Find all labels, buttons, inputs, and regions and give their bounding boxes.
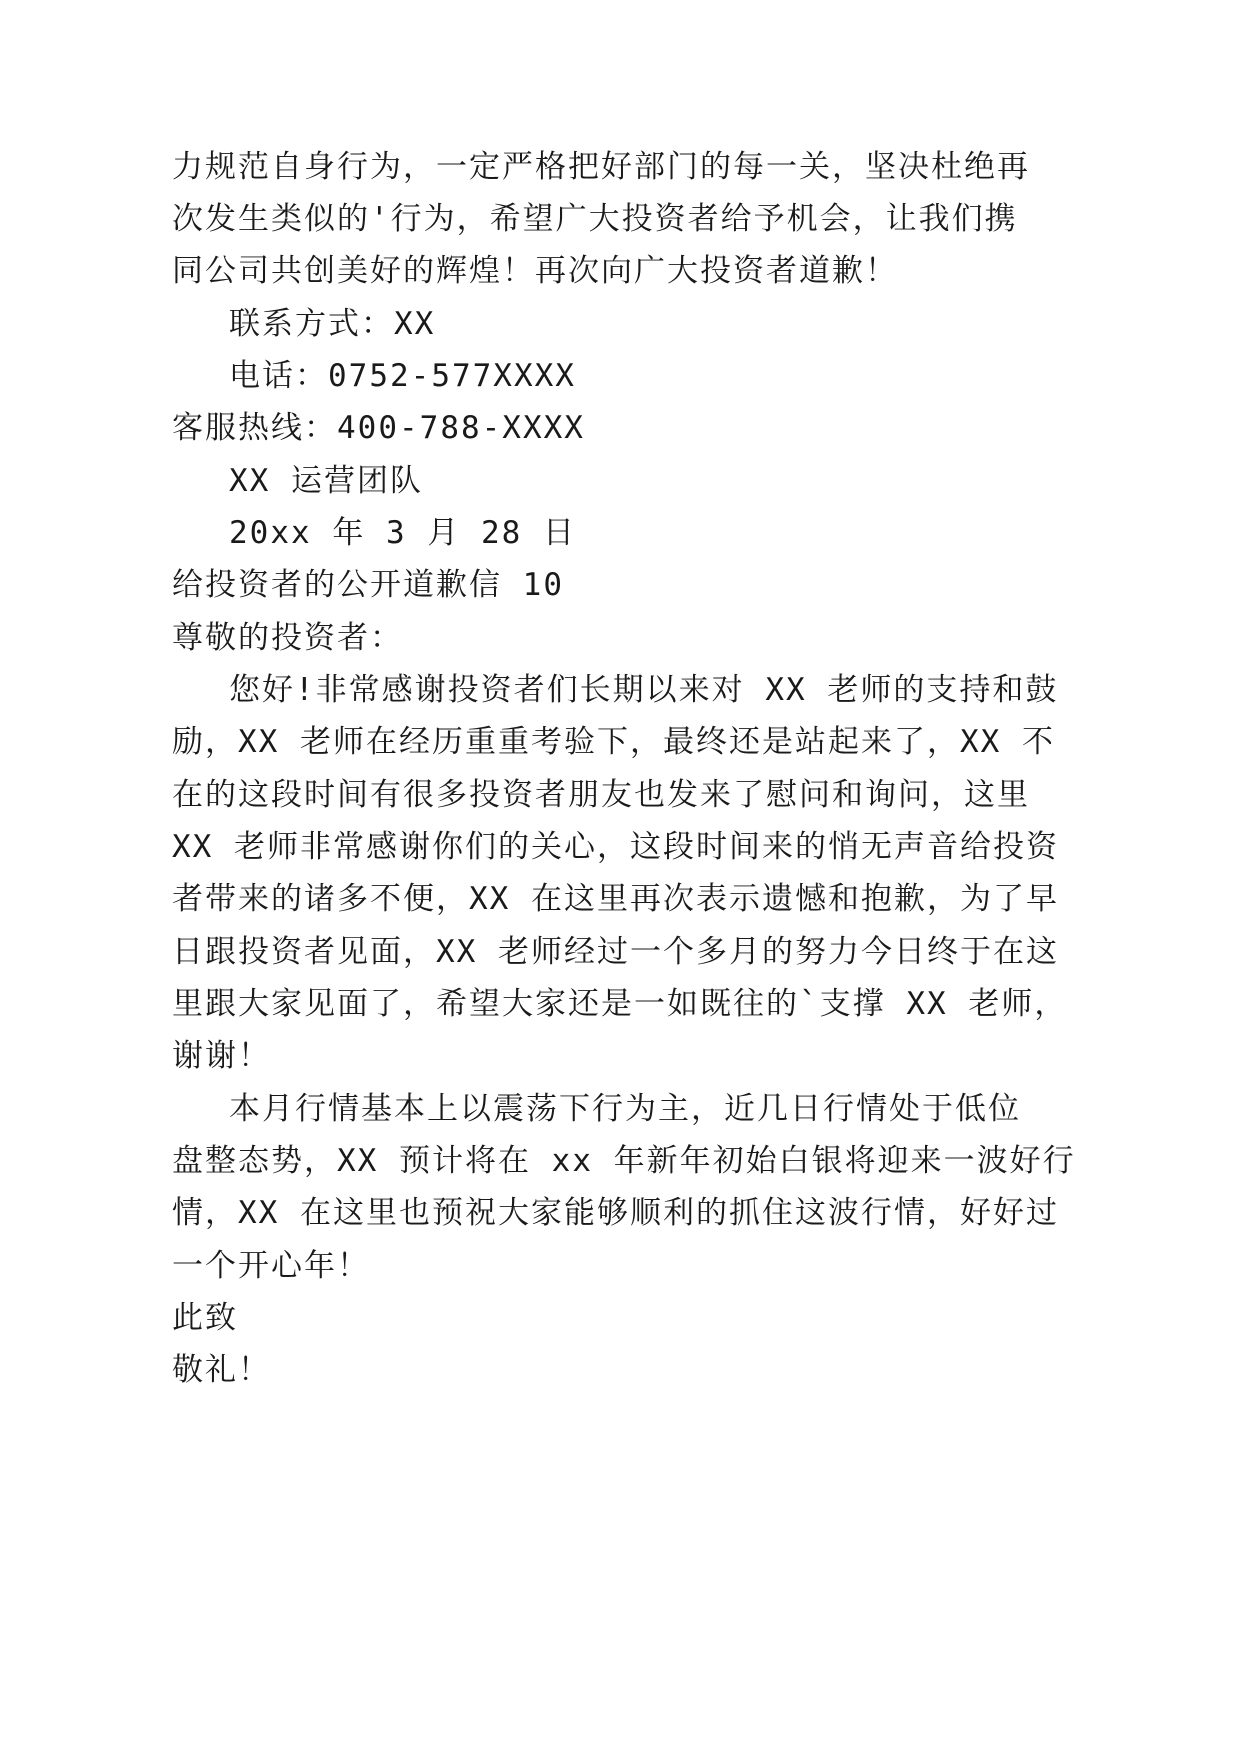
hotline-number: 客服热线：400-788-XXXX <box>172 410 585 446</box>
body-line: 里跟大家见面了，希望大家还是一如既往的`支撑 XX 老师， <box>172 986 1068 1022</box>
body-line: 谢谢！ <box>172 1038 271 1074</box>
body-line: 在的这段时间有很多投资者朋友也发来了慰问和询问，这里 <box>172 777 1030 813</box>
body-line: 您好!非常感谢投资者们长期以来对 XX 老师的支持和鼓 <box>229 672 1059 708</box>
body-line: XX 老师非常感谢你们的关心，这段时间来的悄无声音给投资 <box>172 829 1059 865</box>
body-line: 本月行情基本上以震荡下行为主，近几日行情处于低位 <box>229 1091 1021 1127</box>
body-line: 者带来的诸多不便，XX 在这里再次表示遗憾和抱歉，为了早 <box>172 881 1059 917</box>
body-line: 盘整态势，XX 预计将在 xx 年新年初始白银将迎来一波好行 <box>172 1143 1076 1179</box>
letter-date: 20xx 年 3 月 28 日 <box>229 515 576 551</box>
body-line: 次发生类似的'行为，希望广大投资者给予机会，让我们携 <box>172 201 1018 237</box>
body-line: 力规范自身行为，一定严格把好部门的每一关，坚决杜绝再 <box>172 149 1030 185</box>
letter-title: 给投资者的公开道歉信 10 <box>172 567 564 603</box>
team-signature: XX 运营团队 <box>229 463 423 499</box>
body-line: 一个开心年！ <box>172 1248 370 1284</box>
closing-regards: 敬礼！ <box>172 1352 271 1388</box>
body-line: 同公司共创美好的辉煌！再次向广大投资者道歉！ <box>172 253 898 289</box>
contact-method: 联系方式：XX <box>229 306 436 342</box>
phone-number: 电话：0752-577XXXX <box>229 358 576 394</box>
salutation: 尊敬的投资者： <box>172 620 403 656</box>
body-line: 励，XX 老师在经历重重考验下，最终还是站起来了，XX 不 <box>172 724 1055 760</box>
closing-line: 此致 <box>172 1300 238 1336</box>
body-line: 情，XX 在这里也预祝大家能够顺利的抓住这波行情，好好过 <box>172 1195 1059 1231</box>
body-line: 日跟投资者见面，XX 老师经过一个多月的努力今日终于在这 <box>172 934 1059 970</box>
